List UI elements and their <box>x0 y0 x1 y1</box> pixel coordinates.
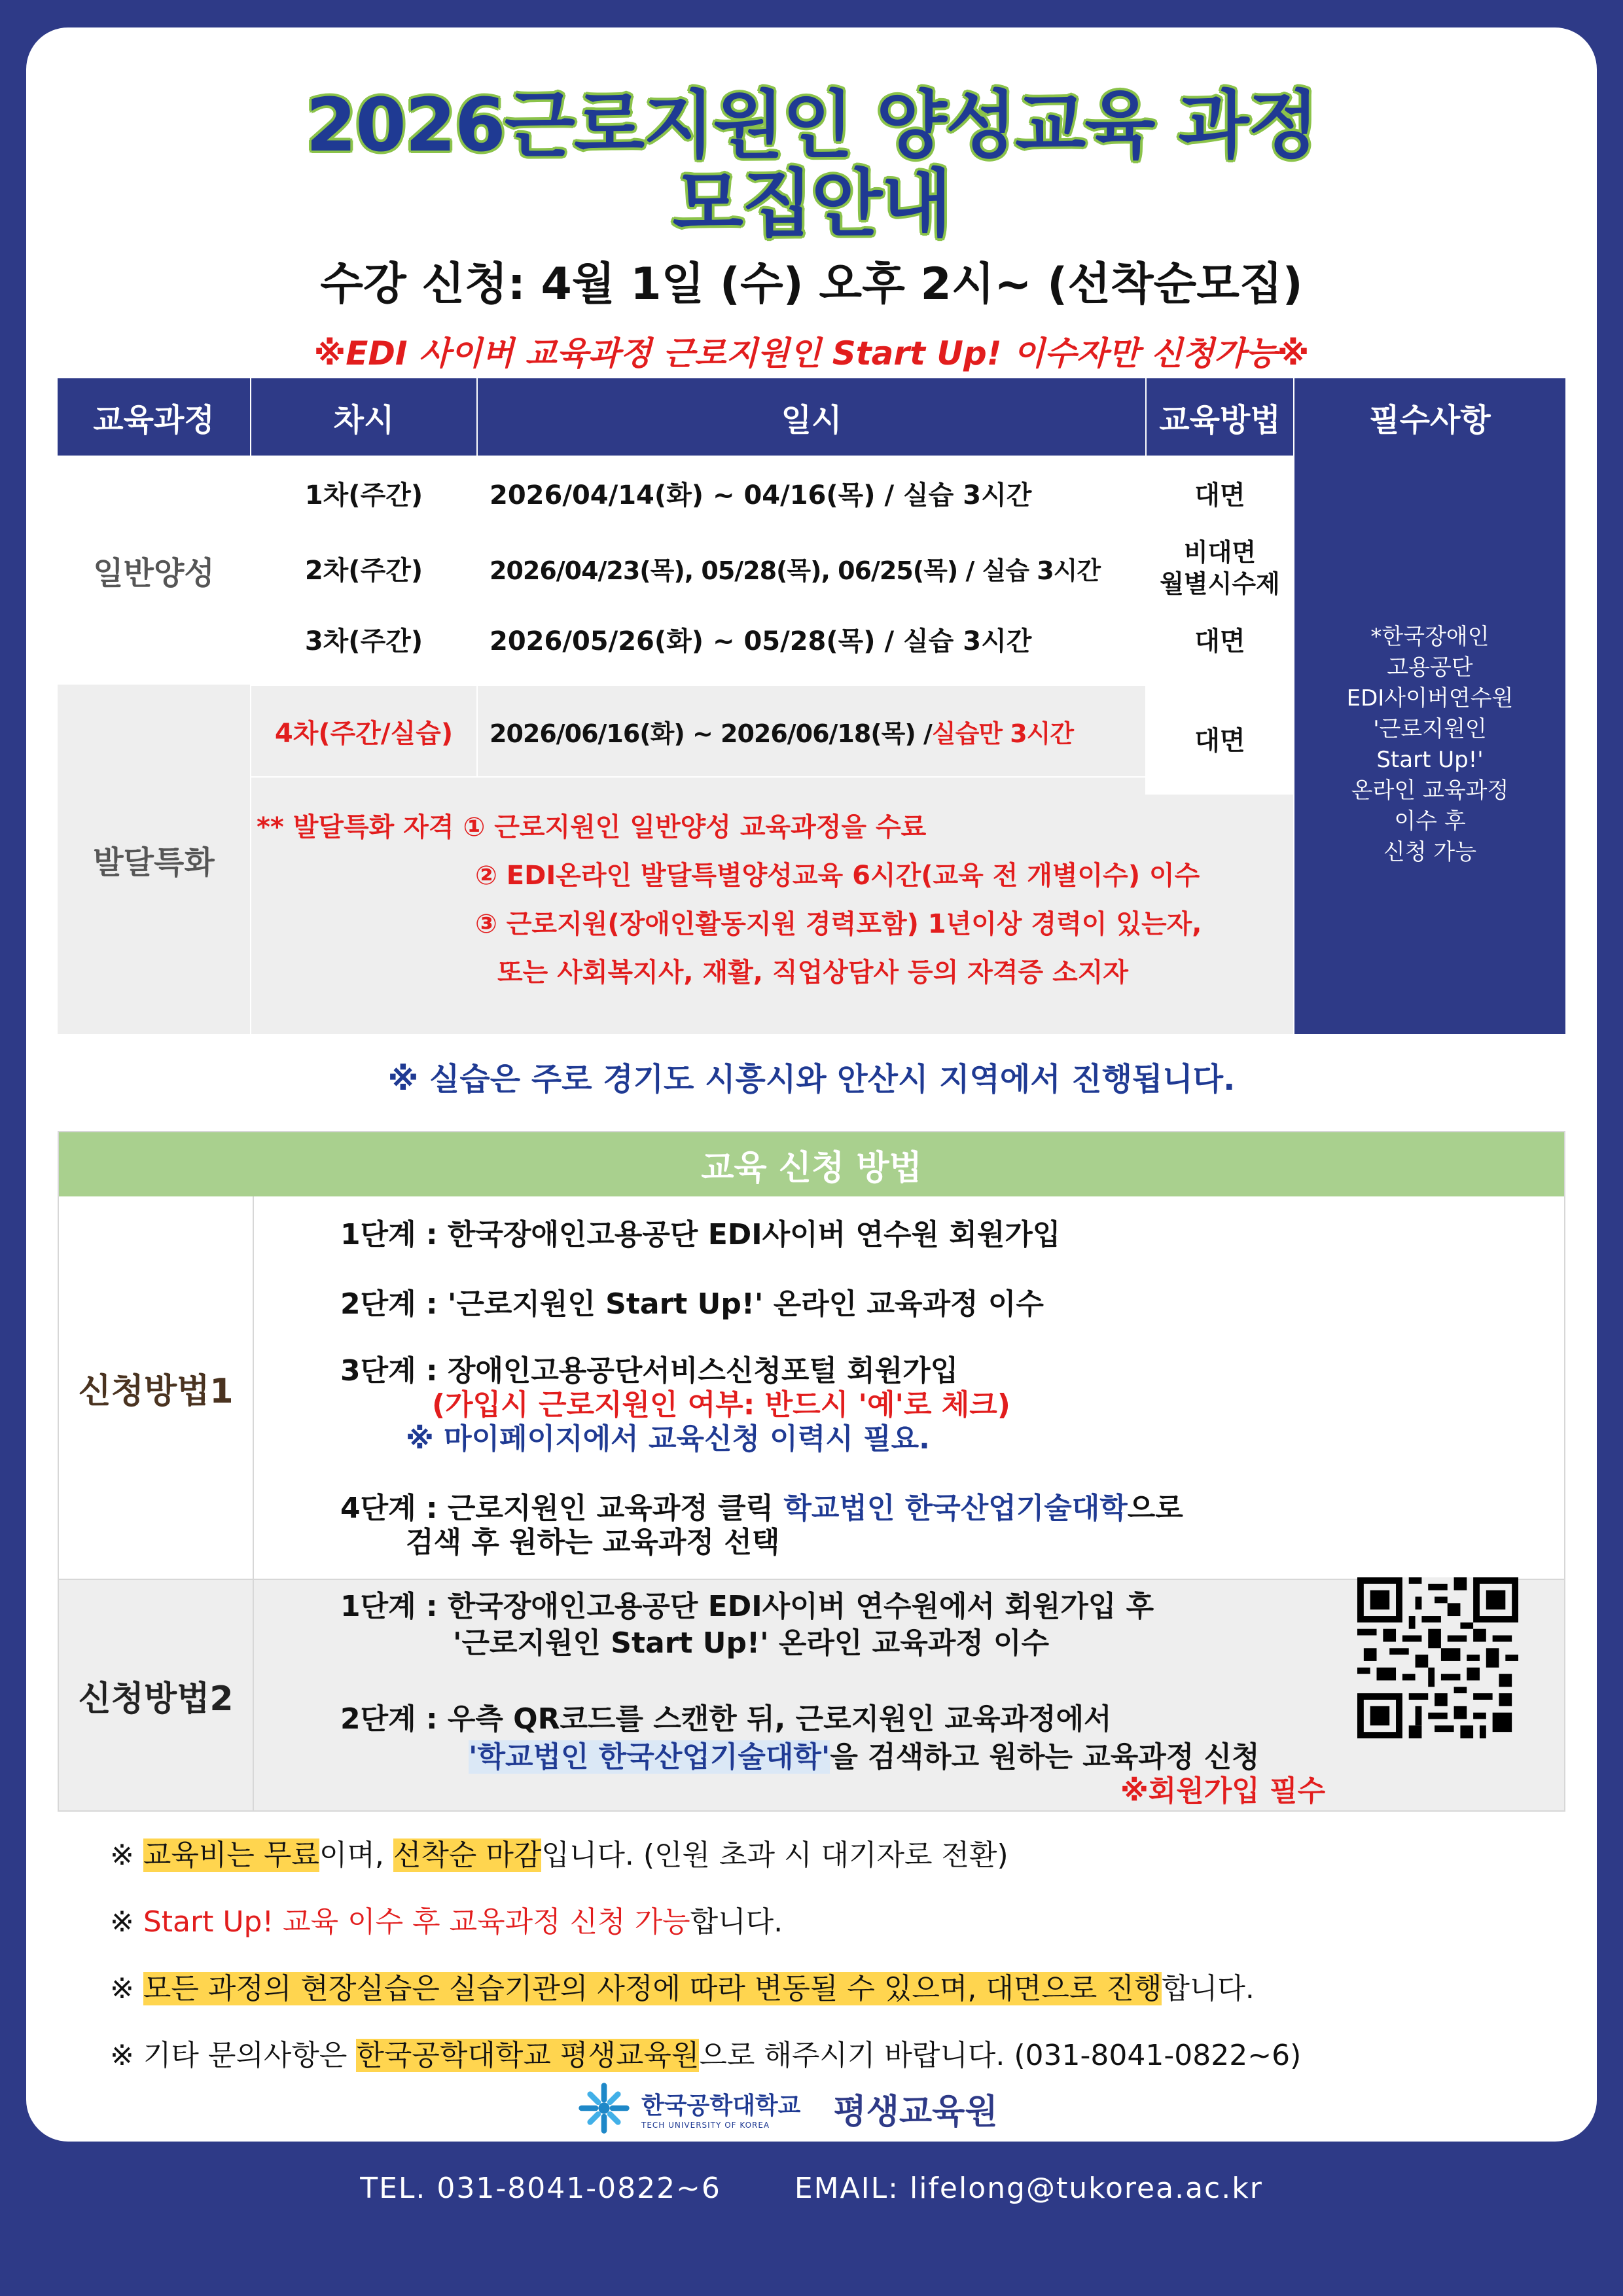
session-3: 3차(주간) <box>304 626 423 656</box>
poster-title-line1: 2026근로지원인 양성교육 과정 <box>306 83 1317 168</box>
qualification-2: ② EDI온라인 발달특별양성교육 6시간(교육 전 개별이수) 이수 <box>475 860 1200 891</box>
footnote-free: 교육비는 무료 <box>143 1839 319 1872</box>
requirement-line: 신청 가능 <box>1383 839 1477 865</box>
method-2 <box>1147 535 1293 601</box>
footnote-practice <box>110 1965 1255 2007</box>
method1-step4-suffix: 으로 <box>1127 1492 1183 1525</box>
footnote-text: 합니다. <box>1162 1972 1255 2005</box>
footnote-mark: ※ 기타 문의사항은 <box>110 2039 357 2072</box>
footnote-mark: ※ <box>110 1905 143 1939</box>
application-table <box>58 1131 1565 1812</box>
method-4: 대면 <box>1147 686 1293 791</box>
footnote-startup-required: Start Up! 교육 이수 후 교육과정 신청 가능 <box>143 1905 690 1939</box>
requirement-line: 고용공단 <box>1387 655 1473 681</box>
practice-location-note: ※ 실습은 주로 경기도 시흥시와 안산시 지역에서 진행됩니다. <box>387 1061 1236 1098</box>
qualification-4: 또는 사회복지사, 재활, 직업상담사 등의 자격증 소지자 <box>497 957 1129 988</box>
date-4-text: 2026/06/16(화) ~ 2026/06/18(목) / <box>490 719 932 748</box>
application-header: 교육 신청 방법 <box>59 1132 1564 1196</box>
qr-code-icon[interactable] <box>1357 1577 1518 1738</box>
method2-step1-line2: '근로지원인 Start Up!' 온라인 교육과정 이수 <box>453 1626 1050 1660</box>
footnote-first-come: 선착순 마감 <box>393 1839 542 1872</box>
header-course: 교육과정 <box>58 378 250 456</box>
method2-school: '학교법인 한국산업기술대학' <box>469 1740 830 1774</box>
session-4: 4차(주간/실습) <box>251 686 476 776</box>
method2-step2-line1: 2단계 : 우측 QR코드를 스캔한 뒤, 근로지원인 교육과정에서 <box>340 1702 1112 1736</box>
qualification-3: ③ 근로지원(장애인활동지원 경력포함) 1년이상 경력이 있는자, <box>475 908 1202 939</box>
footnote-institute: 한국공학대학교 평생교육원 <box>356 2039 700 2072</box>
university-logo <box>576 2080 998 2136</box>
date-3: 2026/05/26(화) ~ 05/28(목) / 실습 3시간 <box>490 626 1032 656</box>
requirement-line: *한국장애인 <box>1370 624 1489 650</box>
method1-step2: 2단계 : '근로지원인 Start Up!' 온라인 교육과정 이수 <box>340 1287 1044 1321</box>
date-1: 2026/04/14(화) ~ 04/16(목) / 실습 3시간 <box>490 480 1032 511</box>
header-method: 교육방법 <box>1147 378 1293 456</box>
application-period: 수강 신청: 4월 1일 (수) 오후 2시~ (선착순모집) <box>320 259 1303 310</box>
method-2-line2: 월별시수제 <box>1160 569 1280 598</box>
header-date: 일시 <box>478 378 1145 456</box>
method-1: 대면 <box>1194 480 1245 511</box>
requirement-line: 온라인 교육과정 <box>1351 778 1509 804</box>
qualification-1: ** 발달특화 자격 ① 근로지원인 일반양성 교육과정을 수료 <box>257 812 927 842</box>
method2-step2-suffix: 을 검색하고 원하는 교육과정 신청 <box>830 1740 1260 1774</box>
method-3: 대면 <box>1194 626 1245 656</box>
date-2: 2026/04/23(목), 05/28(목), 06/25(목) / 실습 3시간 <box>490 556 1101 585</box>
date-4 <box>478 686 1145 776</box>
eligibility-notice: ※EDI 사이버 교육과정 근로지원인 Start Up! 이수자만 신청가능※ <box>313 334 1310 372</box>
method1-step3: 3단계 : 장애인고용공단서비스신청포털 회원가입 <box>340 1354 959 1388</box>
requirement-line: Start Up!' <box>1376 747 1484 773</box>
footnote-startup <box>110 1898 783 1940</box>
method2-label: 신청방법2 <box>59 1580 254 1810</box>
requirement-line: 이수 후 <box>1394 808 1466 834</box>
logo-dept: 평생교육원 <box>833 2092 998 2132</box>
footnote-text: 입니다. (인원 초과 시 대기자로 전환) <box>541 1839 1008 1872</box>
logo-univ-ko: 한국공학대학교 <box>641 2092 801 2119</box>
method1-step3-note1: (가입시 근로지원인 여부: 반드시 '예'로 체크) <box>432 1388 1010 1422</box>
category-general: 일반양성 <box>93 554 215 592</box>
method1-step4-line2: 검색 후 원하는 교육과정 선택 <box>406 1526 780 1559</box>
method1-step1: 1단계 : 한국장애인고용공단 EDI사이버 연수원 회원가입 <box>340 1218 1061 1251</box>
footnote-fee <box>110 1831 1008 1873</box>
method-2-line1: 비대면 <box>1183 538 1257 567</box>
category-special: 발달특화 <box>93 844 215 881</box>
logo-univ-en: TECH UNIVERSITY OF KOREA <box>641 2120 770 2130</box>
header-requirement: 필수사항 <box>1294 378 1565 456</box>
session-2: 2차(주간) <box>304 555 423 586</box>
method1-label: 신청방법1 <box>59 1196 254 1579</box>
signup-required-note: ※회원가입 필수 <box>1120 1774 1326 1808</box>
footnote-mark: ※ <box>110 1972 143 2005</box>
snowflake-logo-icon <box>576 2080 632 2136</box>
footnote-practice-change: 모든 과정의 현장실습은 실습기관의 사정에 따라 변동될 수 있으며, 대면으로 진행 <box>143 1972 1162 2005</box>
footnote-text: 으로 해주시기 바랍니다. (031-8041-0822~6) <box>699 2039 1302 2072</box>
footnote-text: 합니다. <box>690 1905 783 1939</box>
header-session: 차시 <box>251 378 476 456</box>
requirement-line: EDI사이버연수원 <box>1346 685 1514 711</box>
method2-step1-line1: 1단계 : 한국장애인고용공단 EDI사이버 연수원에서 회원가입 후 <box>340 1590 1154 1623</box>
method1-step4-text: 4단계 : 근로지원인 교육과정 클릭 <box>340 1492 784 1525</box>
session-1: 1차(주간) <box>304 480 423 511</box>
poster-title-line2: 모집안내 <box>672 162 951 247</box>
footnote-mark: ※ <box>110 1839 143 1872</box>
method1-step3-note2: ※ 마이페이지에서 교육신청 이력시 필요. <box>406 1422 930 1456</box>
schedule-table <box>58 378 1565 1034</box>
footnote-contact <box>110 2032 1301 2073</box>
method1-step4-school: 학교법인 한국산업기술대학 <box>783 1492 1128 1525</box>
footnote-text: 이며, <box>319 1839 393 1872</box>
contact-info: TEL. 031-8041-0822~6 EMAIL: lifelong@tukorea.ac.kr <box>360 2172 1263 2205</box>
date-4-practice: 실습만 3시간 <box>931 719 1074 748</box>
requirement-cell <box>1294 456 1565 1034</box>
requirement-line: '근로지원인 <box>1373 716 1487 742</box>
